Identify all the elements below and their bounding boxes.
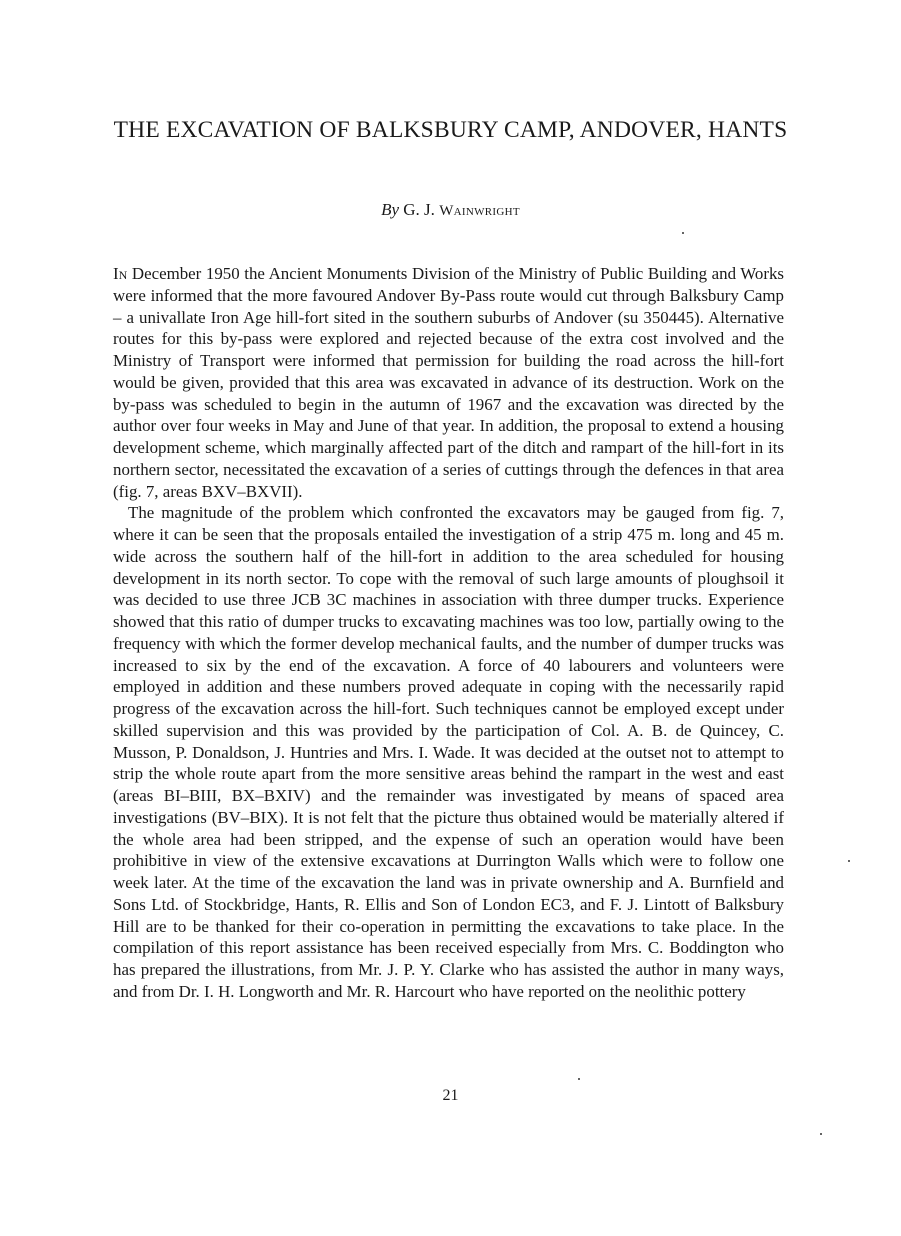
author-surname: Wainwright [439, 203, 520, 219]
scan-speck [682, 232, 684, 234]
author-initials: G. J. [403, 200, 435, 219]
scan-speck [848, 860, 850, 862]
article-title: THE EXCAVATION OF BALKSBURY CAMP, ANDOVER, HANTS [113, 117, 788, 143]
paragraph-2: The magnitude of the problem which confronted the excavators may be gauged from fig. 7, where it can be seen that the proposals entailed the investigation of a strip 475 m. long and 45 m. wide across the southern half of the hill-fort in addition to the area scheduled for housing development in its north sector. To cope with the removal of such large amounts of ploughsoil it was decided to use three JCB 3C machines in association with three dumper trucks. Experience showed that this ratio of dumper trucks to excavating machines was too low, partially owing to the frequency with which the former develop mechanical faults, and the number of dumper trucks was increased to six by the end of the excavation. A force of 40 labourers and volunteers were employed in addition and these numbers proved adequate in coping with the necessarily rapid progress of the excavation across the hill-fort. Such techniques cannot be employed except under skilled supervision and this was provided by the participation of Col. A. B. de Quincey, C. Musson, P. Donaldson, J. Huntries and Mrs. I. Wade. It was decided at the outset not to attempt to strip the whole route apart from the more sensitive areas behind the rampart in the west and east (areas BI–BIII, BX–BXIV) and the remainder was investigated by means of spaced area investigations (BV–BIX). It is not felt that the picture thus obtained would be materially altered if the whole area had been stripped, and the expense of such an operation would have been prohibitive in view of the extensive excavations at Durrington Walls which were to follow one week later. At the time of the excavation the land was in private ownership and A. Burnfield and Sons Ltd. of Stockbridge, Hants, R. Ellis and Son of London EC3, and F. J. Lintott of Balksbury Hill are to be thanked for their co-operation in permitting the excavations to take place. In the compilation of this report assistance has been received especially from Mrs. C. Boddington who has prepared the illustrations, from Mr. J. P. Y. Clarke who has assisted the author in many ways, and from Dr. I. H. Longworth and Mr. R. Harcourt who have reported on the neolithic pottery [113, 503, 784, 1001]
opening-word: In [113, 264, 128, 283]
scan-speck [820, 1133, 822, 1135]
paragraph-1 [113, 263, 784, 502]
paragraph-1-text: December 1950 the Ancient Monuments Division of the Ministry of Public Building and Works were informed that the more favoured Andover By-Pass route would cut through Balksbury Camp – a univallate Iron Age hill-fort sited in the southern suburbs of Andover (su 350445). Alternative routes for this by-pass were explored and rejected because of the extra cost involved and the Ministry of Transport were informed that permission for building the road across the hill-fort would be given, provided that this area was excavated in advance of its destruction. Work on the by-pass was scheduled to begin in the autumn of 1967 and the excavation was directed by the author over four weeks in May and June of that year. In addition, the proposal to extend a housing development scheme, which marginally affected part of the ditch and rampart of the hill-fort in its northern sector, necessitated the excavation of a series of cuttings through the defences in that area (fig. 7, areas BXV–BXVII). [113, 264, 784, 501]
scan-speck [578, 1078, 580, 1080]
page-number: 21 [442, 1087, 459, 1104]
byline-by: By [381, 200, 400, 219]
author-byline [80, 200, 821, 220]
article-body [113, 263, 784, 1003]
